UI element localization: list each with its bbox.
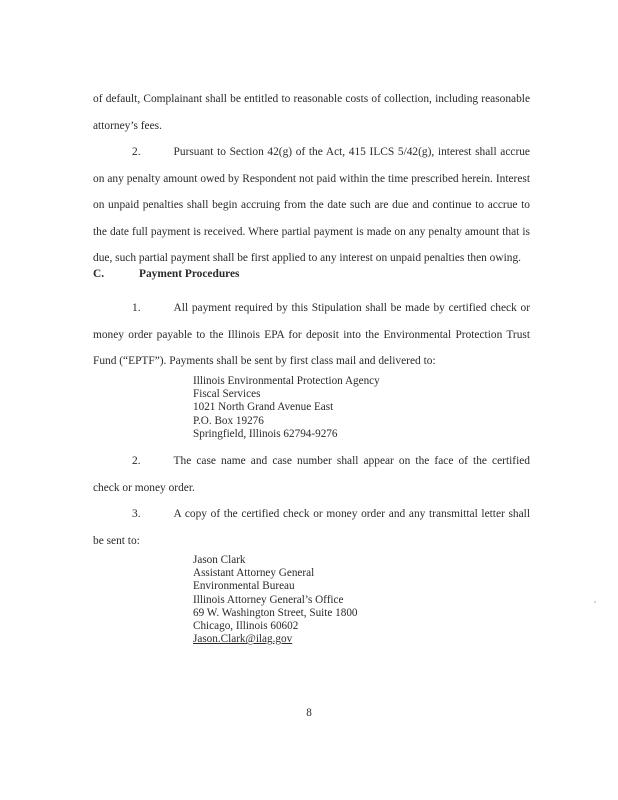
ag-address-block (193, 554, 358, 646)
email-link[interactable]: Jason.Clark@ilag.gov (193, 633, 293, 646)
address-line: Chicago, Illinois 60602 (193, 620, 299, 633)
paragraph-interest (93, 139, 530, 272)
epa-address-block (193, 375, 380, 441)
paragraph-payment-1-text: All payment required by this Stipulation shall be made by certified check or money order payable to the Illinois EPA for deposit into the Environmental Protection Trust Fund (“EPTF”). Payments shall be sent by first class mail and delivered to: (93, 302, 530, 367)
paragraph-payment-2-text: The case name and case number shall appear on the face of the certified check or money order. (93, 455, 530, 494)
address-line: Environmental Bureau (193, 580, 295, 593)
section-title: Payment Procedures (139, 268, 240, 280)
page-number: 8 (306, 707, 312, 719)
paragraph-number: 2. (132, 455, 141, 467)
scan-speck (594, 601, 596, 603)
section-heading (93, 268, 240, 280)
paragraph-payment-1 (93, 295, 530, 375)
address-line: Illinois Attorney General’s Office (193, 593, 344, 606)
address-line: Fiscal Services (193, 388, 261, 401)
address-line: Springfield, Illinois 62794-9276 (193, 427, 338, 440)
paragraph-payment-3-text: A copy of the certified check or money order and any transmittal letter shall be sent to: (93, 508, 530, 547)
address-line: 1021 North Grand Avenue East (193, 401, 334, 414)
paragraph-number: 1. (132, 302, 141, 314)
paragraph-number: 2. (132, 146, 141, 158)
address-line: 69 W. Washington Street, Suite 1800 (193, 606, 358, 619)
address-line: Jason Clark (193, 554, 246, 566)
paragraph-payment-2 (93, 448, 530, 501)
paragraph-number: 3. (132, 508, 141, 520)
paragraph-default-costs: of default, Complainant shall be entitled to reasonable costs of collection, including reasonable attorney’s fees. (93, 93, 530, 132)
paragraph-interest-text: Pursuant to Section 42(g) of the Act, 415 ILCS 5/42(g), interest shall accrue on any penalty amount owed by Respondent not paid within the time prescribed herein. Interest on unpaid penalties shall begin accruing from the date such are due and continue to accrue to the date full payment is received. Where partial payment is made on any penalty amount that is due, such partial payment shall be first applied to any interest on unpaid penalties then owing. (93, 146, 530, 264)
paragraph-payment-3 (93, 501, 530, 554)
section-letter: C. (93, 268, 105, 280)
address-line: P.O. Box 19276 (193, 414, 264, 427)
address-line: Assistant Attorney General (193, 567, 315, 580)
address-line: Illinois Environmental Protection Agency (193, 375, 380, 387)
